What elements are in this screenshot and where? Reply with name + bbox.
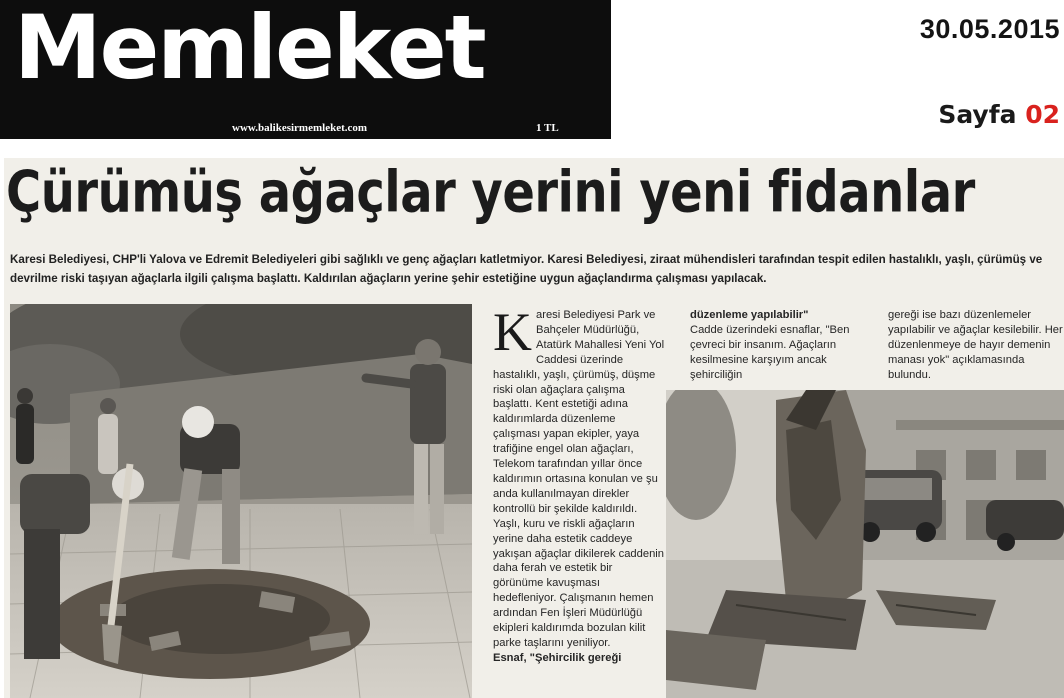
publication-date: 30.05.2015 [919,14,1060,44]
article-column-3-body: gereği ise bazı düzenlemeler yapılabilir ve ağaçlar kesilebilir. Her düzenlenmeye de hayır demenin manası yok" açıklamasında bulundu. [888,309,1063,381]
newspaper-logo: Memleket [14,0,485,99]
photo-workers-sidewalk-illustration [10,304,472,698]
photo-workers-sidewalk [10,304,472,698]
newspaper-masthead [0,0,611,139]
article-headline: Çürümüş ağaçlar yerini yeni fidanlar [6,159,975,226]
article-subheading: Esnaf, "Şehircilik gereği [493,651,622,664]
article-column-2 [690,308,866,383]
photo-cut-tree [666,390,1064,698]
page-label [938,100,1060,129]
article-dropcap: K [493,302,532,362]
article-column-2-body: Cadde üzerindeki esnaflar, "Ben çevreci bir insanım. Ağaçların kesilmesine karşıyım ancak şehirciliğin [690,323,850,381]
article-column-3 [888,308,1064,383]
article-column-1 [493,302,665,666]
newspaper-url: www.balikesirmemleket.com [232,122,368,134]
article-column-1-body: aresi Belediyesi Park ve Bahçeler Müdürlüğü, Atatürk Mahallesi Yeni Yol Caddesi üzerinde hastalıklı, yaşlı, çürümüş, düşme riski olan ağaçlara çalışma başlattı. Kent estetiği adına kaldırımlarda düzenleme çalışması yapan ekipler, yaya trafiğine engel olan ağaçları, Telekom tarafından yıllar önce kaldırımın ortasına konulan ve şu anda kullanılmayan direkler kontrollü bir şekilde kaldırıldı. Yaşlı, kuru ve riskli ağaçların yerine daha estetik caddeye yakışan ağaçlar dikilerek caddenin daha ferah ve estetik bir görünüme kavuşması hedefleniyor. Çalışmanın hemen ardından Fen İşleri Müdürlüğü ekipleri kaldırımda bozulan kilit parke taşlarını yeniliyor. [493,309,665,649]
article-lead: Karesi Belediyesi, CHP'li Yalova ve Edremit Belediyeleri gibi sağlıklı ve genç ağaçları katletmiyor. Karesi Belediyesi, ziraat mühendisleri tarafından tespit edilen hastalıklı, yaşlı, çürümüş ve devrilme riski taşıyan ağaçlarla ilgili çalışma başlattı. Kaldırılan ağaçların yerine şehir estetiğine uygun ağaçlandırma çalışması yapılacak. [10,253,1043,285]
photo-cut-tree-illustration [666,390,1064,698]
article-subheading-continued: düzenleme yapılabilir" [690,309,809,321]
page-label-text: Sayfa [938,100,1017,129]
article-clipping [4,158,1064,698]
page-number: 02 [1025,100,1060,129]
newspaper-price: 1 TL [536,122,559,134]
